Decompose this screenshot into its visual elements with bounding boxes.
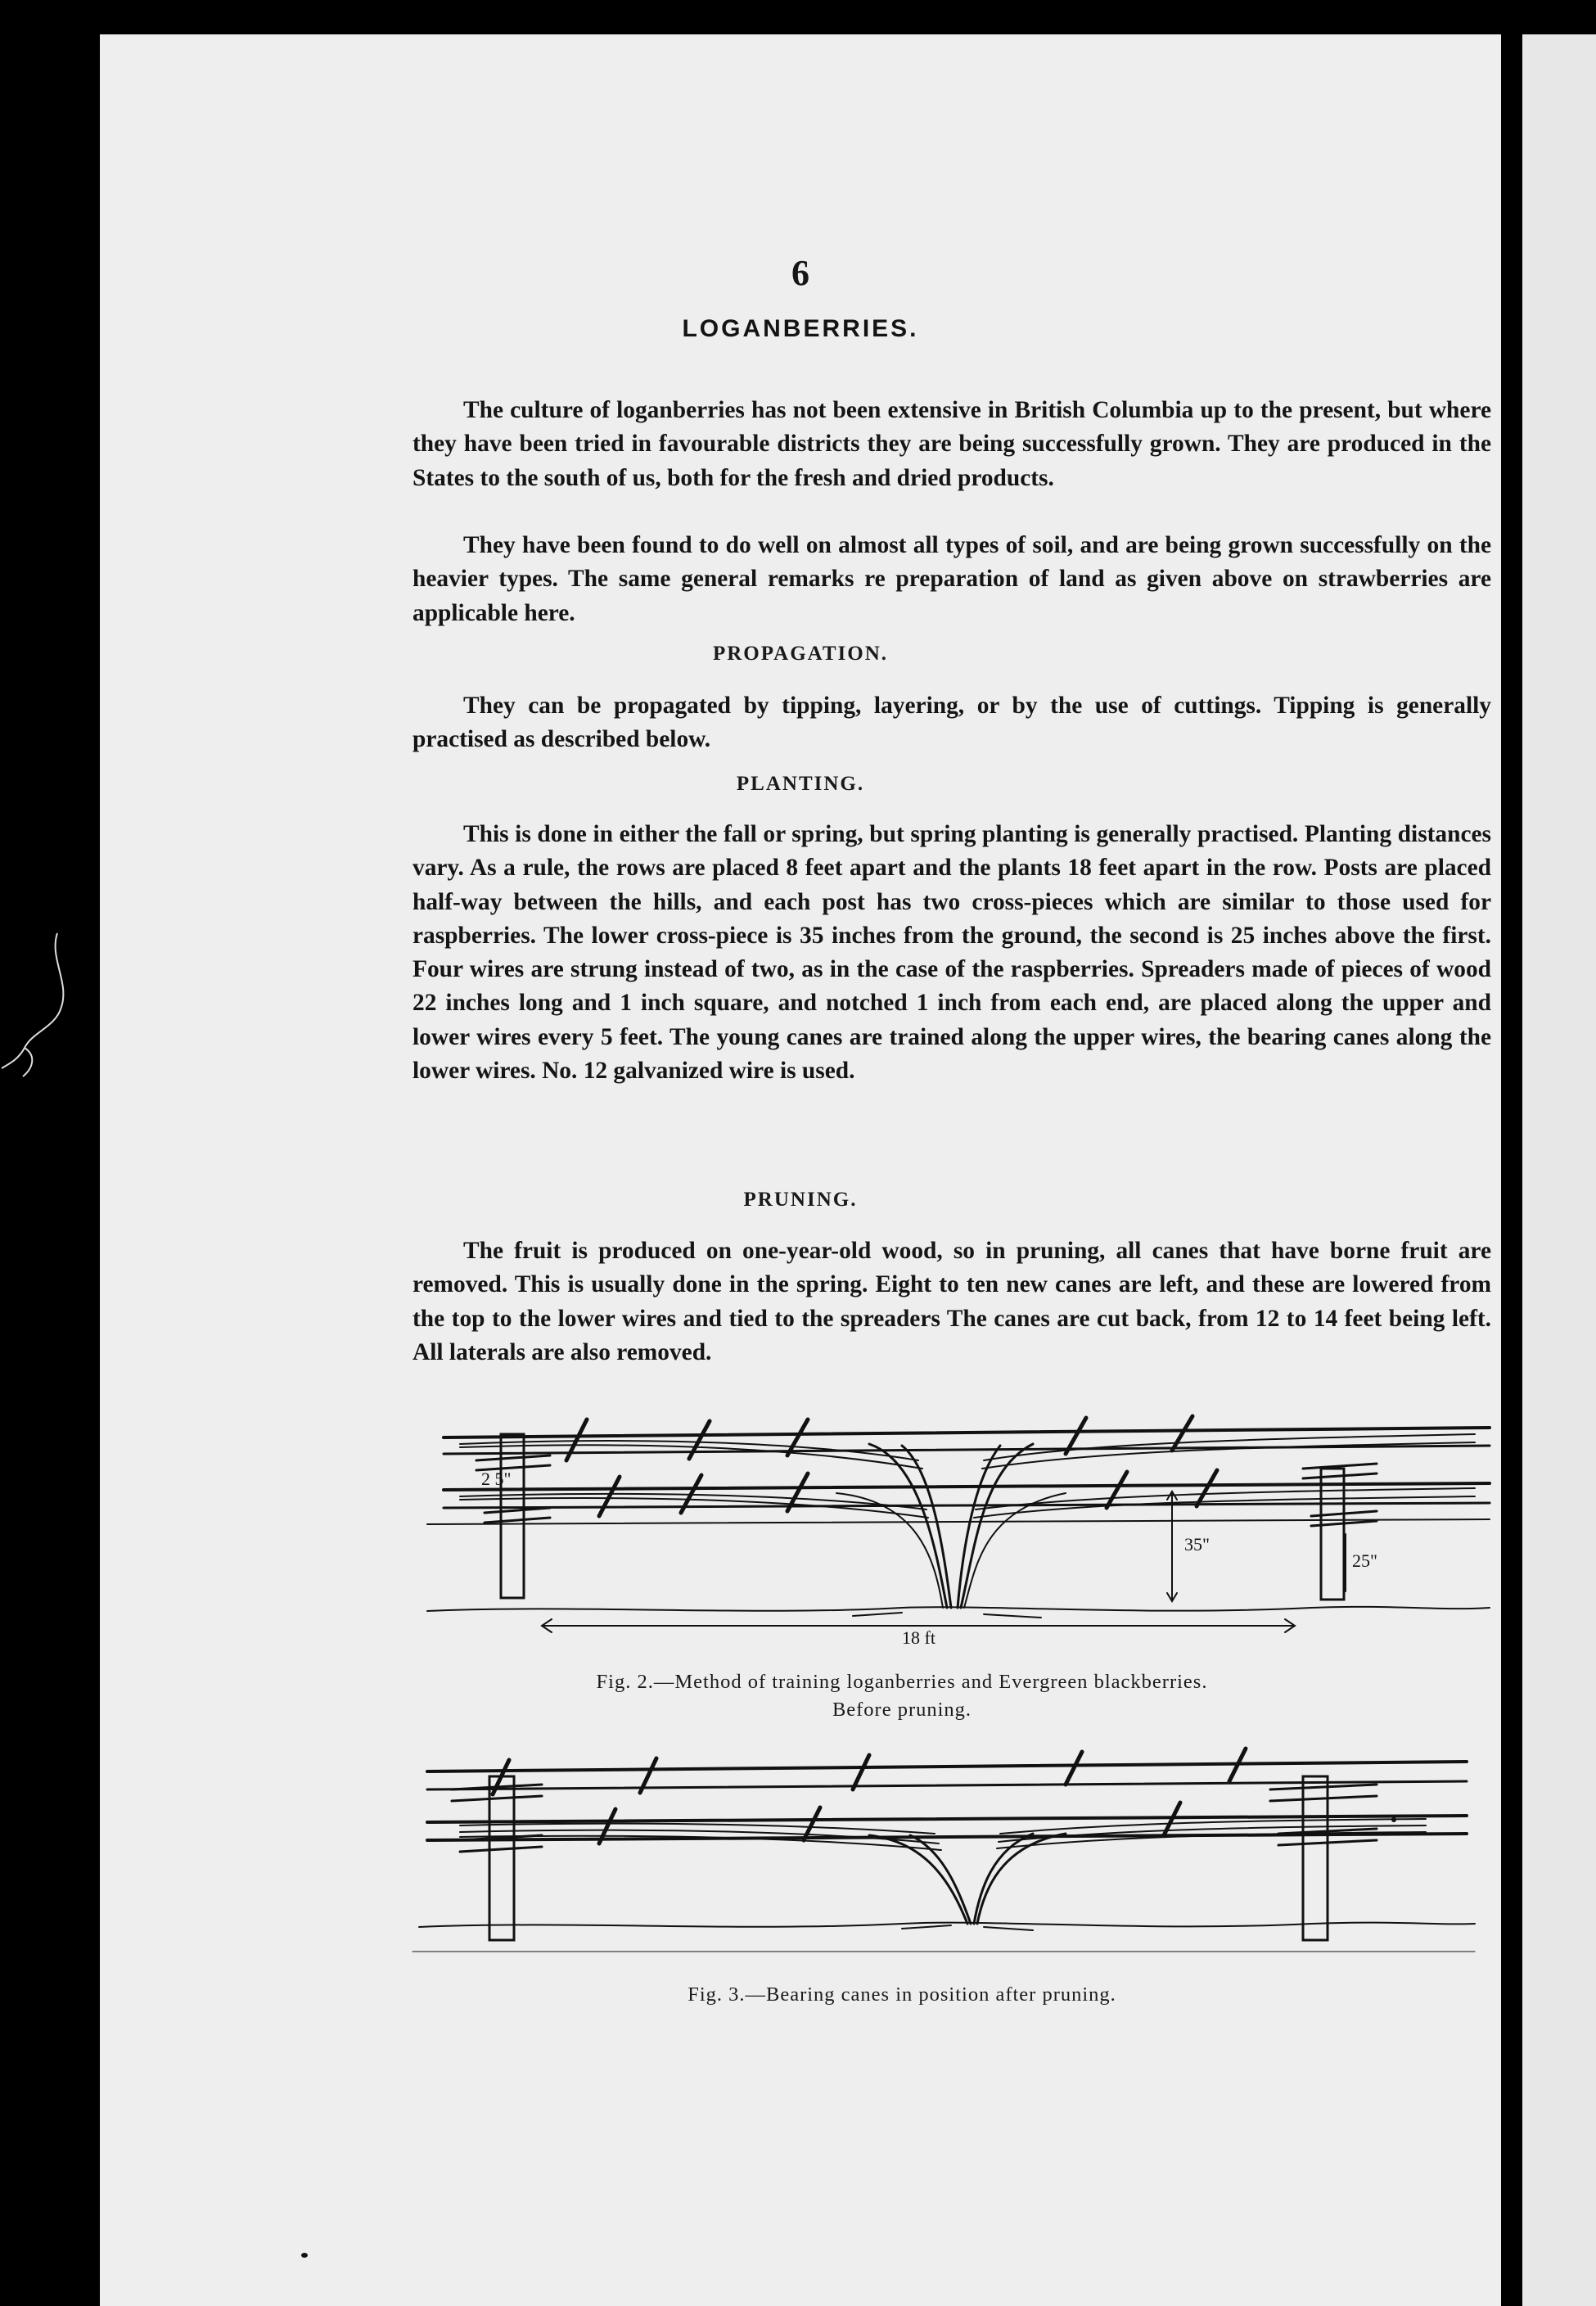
page-title: LOGANBERRIES.	[682, 315, 919, 342]
intro-paragraph-2: They have been found to do well on almost all types of soil, and are being grown successfully on the heavier types. The same general remarks re preparation of land as given above on strawberries are applicable here.	[413, 532, 1491, 626]
figure-2-right-post-label: 25"	[1352, 1550, 1377, 1571]
page-number: 6	[791, 253, 809, 293]
intro-paragraph-1: The culture of loganberries has not been extensive in British Columbia up to the present, but where they have been tried in favourable districts they are being successfully grown. They are produced in the States to the south of us, both for the fresh and dried products.	[413, 397, 1491, 491]
scanned-page	[100, 34, 1501, 2306]
figure-2-caption	[411, 1668, 1393, 1724]
heading-planting: PLANTING.	[736, 773, 865, 795]
figure-2-illustration	[411, 1411, 1491, 1657]
pruning-paragraph: The fruit is produced on one-year-old wood, so in pruning, all canes that have borne fruit are removed. This is usually done in the spring. Eight to ten new canes are left, and these are lowered from the top to the lower wires and tied to the spreaders The canes are cut back, from 12 to 14 feet being left. All laterals are also removed.	[413, 1238, 1491, 1365]
figure-3-illustration	[411, 1744, 1491, 1956]
figure-2-span-label: 18 ft	[902, 1627, 936, 1648]
heading-propagation: PROPAGATION.	[712, 643, 889, 665]
scan-thread-artifact	[0, 925, 82, 1121]
figure-2-left-post-label: 2 5"	[481, 1469, 512, 1489]
propagation-paragraph: They can be propagated by tipping, layering, or by the use of cuttings. Tipping is generally practised as described below.	[413, 693, 1491, 753]
heading-pruning: PRUNING.	[743, 1189, 858, 1211]
adjacent-page-edge	[1522, 34, 1596, 2306]
scan-speck	[1391, 1817, 1396, 1822]
figure-3-drawing	[411, 1744, 1491, 1956]
planting-paragraph: This is done in either the fall or spring, but spring planting is generally practised. Planting distances vary. As a rule, the rows are placed 8 feet apart and the plants 18 feet apart in the row. Posts are placed half-way between the hills, and each post has two cross-pieces which are similar to those used for raspberries. The lower cross-piece is 35 inches from the ground, the second is 25 inches above the first. Four wires are strung instead of two, as in the case of the raspberries. Spreaders made of pieces of wood 22 inches long and 1 inch square, and notched 1 inch from each end, are placed along the upper and lower wires every 5 feet. The young canes are trained along the upper wires, the bearing canes along the lower wires. No. 12 galvanized wire is used.	[413, 821, 1491, 1085]
figure-3-caption: Fig. 3.—Bearing canes in position after pruning.	[688, 1983, 1116, 2006]
scan-speck	[301, 2253, 308, 2258]
figure-2-drawing	[411, 1411, 1491, 1657]
figure-2-caption-line-2: Before pruning.	[832, 1699, 972, 1721]
figure-2-caption-line-1: Fig. 2.—Method of training loganberries and Evergreen blackberries.	[596, 1671, 1208, 1693]
figure-2-center-label: 35"	[1184, 1534, 1210, 1555]
